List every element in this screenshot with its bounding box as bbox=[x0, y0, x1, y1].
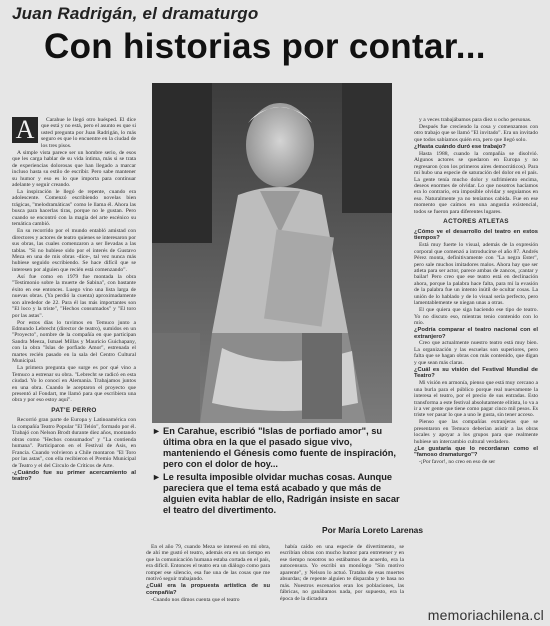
paragraph: y a veces trabajábamos para diez u ocho personas. bbox=[419, 117, 532, 123]
paragraph: Así fue como en 1979 fue montada la obra "Testimonio sobre la muerte de Sabina", con bastante éxito en ese entonces. Luego vino una lista larga de nuevas obras. (Ya perdió la cuenta) aproximadamente son alrededor de 22. Para él las más importantes son "El loco y la triste", "Hechos consumados" y "El toro por las astas". bbox=[12, 273, 136, 319]
paragraph: Después fue creciendo la cosa y comenzamos con otro trabajo que se llamó "El invitado". Era un invitado que todos sabíamos quién era, pero que llegó solo. bbox=[414, 123, 538, 143]
paragraph: había caído en una especie de divertimento, se escribían obras con mucho humor para entretener y en ese tiempo nosotros no estábamos de acuerdo, era la autocensura. Yo escribí un monólogo "Sin motivo aparente", y Nelson lo actuó. Trataba de esas muertes absurdas; de repente alguien te disparaba y te basa no más. Nuestros escenarios eran los poblaciones, las fábricas, no ganábamos nada, por supuesto, era la época de la dictadura bbox=[280, 544, 404, 602]
interview-question: ¿Cuál era la propuesta artística de su compañía? bbox=[146, 583, 270, 596]
paragraph: Recorrió gran parte de Europa y Latinoamérica con la compañía Teatro Popular "El Telón", formado por él. Trabajó con Nelson Brodt durante diez años, montando obras como "Hechos consumados" y "La contienda humana". Participaron en el Festival de Asis, en Francia. Cuando volvieron a Chile montaron "El Toro por las astas", con ella recibieron el Premio Municipal de Teatro y el del Círculo de Críticos de Arte. bbox=[12, 417, 136, 469]
byline: Por María Loreto Larenas bbox=[322, 525, 423, 535]
article-column-bottom-right bbox=[280, 544, 404, 624]
interview-question: ¿Podría comparar el teatro nacional con el extranjero? bbox=[414, 327, 538, 340]
arrow-right-icon: ► bbox=[152, 426, 161, 436]
interview-question: -¿Cuándo fue su primer acercamiento al teatro? bbox=[12, 469, 136, 482]
paragraph: En el año 79, cuando Meza se interesó en mi obra, de ahí me gustó el teatro, además era en un tiempo en que la comunicación humana estaba cortada en el país, era difícil. Entonces el teatro era un diálogo como para romper ese silencio, esa fue una de las cosas que me motivó seguir trabajando. bbox=[146, 544, 270, 583]
paragraph: El que quiera que siga haciendo ese tipo de teatro. Yo no discuto eso, mientras tenio contenido con lo mío. bbox=[414, 307, 538, 327]
paragraph: -Cuando nos dimos cuenta que el teatro bbox=[151, 596, 240, 603]
article-column-bottom-left bbox=[146, 544, 270, 624]
caption-item bbox=[152, 426, 404, 470]
section-subhead: ACTORES ATLETAS bbox=[443, 218, 509, 226]
interview-question: ¿Le gustaría que lo recordaran como el "famoso dramaturgo"? bbox=[414, 445, 538, 459]
section-subhead: PAT'E PERRO bbox=[51, 406, 97, 414]
paragraph: Está muy fuerte lo visual, además de la expresión corporal que comenzó a introducirse el año 87. Andrés Pérez monta, definitivamente con "La negra Ester", pero sale muchos imitadores malos. Ahora hay que ser atleta para ser actor, parece ambas de zancos, ¡cantar y bailar! Pero creo que ese teatro está en declinación ahora, porque la palabra hace falta, para mí la evasión de la palabra fue un intento inútil de ocultar cosas. La unión de lo hablado y de lo visual sería perfecto, pero lamentablemente se niegan unas a otras. bbox=[414, 242, 538, 307]
paragraph: -¡Por favor!, no creo en eso de ser bbox=[419, 459, 496, 466]
portrait-photo-graphic bbox=[152, 83, 392, 423]
paragraph: En su recorrido por el mundo entabló amistad con directores y actores de teatro quienes se interesaron por sus obras, las cuales comenzaron a ser llevadas a las tablas. "Si no hubiese sido por el interés de Gustavo Meza en una de mis obras -dice-, tal vez nunca más hubiese seguido escribiendo. Se hace difícil que se interesen por alguien que recién está comenzando". bbox=[12, 228, 136, 273]
paragraph: Por estos días lo tuvimos en Temuco junto a Edmundo Lebrecht (director de teatro), sumidos en un "Proyecto", nombre de la compañía en que participan Sandra Meeza, Ismael Millas y Mauricio Guichapany, con la obra "Islas de porfiado Amor", estrenada el martes recién pasado en la sala del Centro Cultural Municipal. bbox=[12, 319, 136, 365]
interview-question: ¿Cómo ve el desarrollo del teatro en estos tiempos? bbox=[414, 228, 538, 242]
paragraph: La inspiración le llegó de repente, cuando era adolescente. Comenzó escribiendo novelas bien trágicas, "melodramáticas" como le llama él. Ahora las busca para hacerlas tiras, porque no le gustan. Pero cuando se encontró con la magia del arte escénico su temática cambió. bbox=[12, 188, 136, 228]
watermark: memoriachilena.cl bbox=[427, 607, 544, 623]
paragraph: Hasta 1988, cuando la compañía se disolvió. Algunos actores se quedaron en Europa y no regresaron (con los primeros aires democráticos). Para mí hubo una especie de saturación del dolor en el país. La gente tenía mucho dolor y sufrimiento encima, deseos enormes de olvidar. Lo que nosotros hacíamos era lo contrario, era imposible olvidar y seguíamos en eso. Naturalmente ya no teníamos cabida. Fue en ese momento que caímos en una angustia existencial, todos se fueron para diferentes lugares. bbox=[414, 150, 538, 215]
caption-text: En Carahue, escribió "Islas de porfiado amor", su última obra en la que el pasado sigue vivo, manteniendo el Génesis como fuente de inspiración, pero con el dolor de hoy... bbox=[163, 426, 396, 469]
portrait-photo bbox=[152, 83, 392, 423]
article-headline: Con historias por contar... bbox=[44, 27, 486, 66]
caption-text: Le resulta imposible olvidar muchas cosas. Aunque pareciera que el tema está acabado y que más de alguien evita hablar de ello, Radrigán insiste en sacar el teatro del divertimento. bbox=[163, 472, 400, 515]
paragraph: Pienso que las compañías extranjeras que se presentaron en Temuco deberían asistir a las obras locales y apoyar a los grupos para que realmente hubiese un intercambio cultural verdadero. bbox=[414, 419, 538, 445]
article-kicker: Juan Radrigán, el dramaturgo bbox=[12, 4, 259, 23]
photo-caption bbox=[152, 426, 404, 518]
paragraph: Carahue le llegó otro huésped. El dice que está y no está, pero el asunto es que si usted pregunta por Juan Radrigán, lo más seguro es que lo encuentre en la ciudad de los tres pisos. bbox=[41, 117, 136, 149]
interview-question: ¿Cuál es su visión del Festival Mundial de Teatro? bbox=[414, 366, 538, 380]
paragraph: Creo que actualmente nuestro teatro está muy bien. La organización y las escuelas son superiores, pero falta que se hagan obras con más contenido, que digan y que sean más claras. bbox=[414, 340, 538, 366]
paragraph: Mi visión en armonía, pienso que está muy cercano a una burla para el público porque real nuevamente la interesa el teatro, por el precio de sus entradas. Esto transforma a este festival absolutamente elitista, lo va a ir a ver gente que tiene como pagar cinco mil pesos. Es triste ver pasar lo que a uno le gusta, sin tener acceso. bbox=[414, 380, 538, 419]
interview-question: ¿Hasta cuándo duró ese trabajo? bbox=[414, 143, 506, 150]
paragraph: A simple vista parece ser un hombre serio, de esos que les carga hablar de su vida íntima, más si se trata de experiencias dolorosas que han llegado a marcar incluso hasta su estilo de escribir. Pero sabe mantener su humor y eso es lo que importa para continuar adelante y seguir creando. bbox=[12, 149, 136, 189]
paragraph: La primera pregunta que surge es por qué vino a Temuco a estrenar su obra. "Lebrecht se radicó en esta ciudad. Yo lo conocí en Alemania. Trabajamos juntos en una obra. Cuando le aceptaron el proyecto que presentó al Fondart, me llamó para que escribiera una obra y por eso estoy aquí". bbox=[12, 365, 136, 404]
arrow-right-icon: ► bbox=[152, 472, 161, 482]
article-column-1 bbox=[12, 117, 136, 617]
article-column-3 bbox=[414, 117, 538, 617]
caption-item bbox=[152, 472, 404, 516]
drop-cap: A bbox=[12, 117, 38, 143]
